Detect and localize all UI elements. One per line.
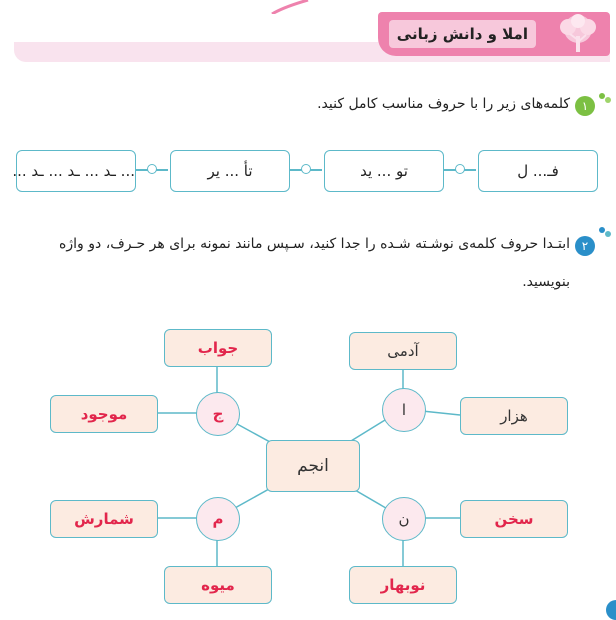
word-box-alef-example: هزار [460,397,568,435]
center-word: انجم [266,440,360,492]
word-box-mim-answer: میوه [164,566,272,604]
question-text: ابتـدا حروف کلمه‌ی نوشـته شـده را جدا کنید، سـپس مانند نمونه برای هر حـرف، دو واژه [59,236,570,252]
letter-circle-jim: ج [196,392,240,436]
word-box-jim-answer: موجود [50,395,158,433]
question-text-continued: بنویسید. [522,274,570,290]
word-box-jim-answer: جواب [164,329,272,367]
fill-blank-box: تو ... ید [324,150,444,192]
word-box-nun-answer: نوبهار [349,566,457,604]
letter-circle-nun: ن [382,497,426,541]
fill-blank-box: تأ ... یر [170,150,290,192]
section-title: املا و دانش زبانی [389,20,536,48]
word-box-nun-answer: سخن [460,500,568,538]
question-text: کلمه‌های زیر را با حروف مناسب کامل کنید. [317,96,570,112]
letter-circle-alef: ا [382,388,426,432]
fill-blank-box: ... ـد ... ـد ... ـد ... [16,150,136,192]
word-box-mim-answer: شمارش [50,500,158,538]
fill-blank-box: فـ... ل [478,150,598,192]
question-number: ۱ [575,96,595,116]
letter-circle-mim: م [196,497,240,541]
word-box-alef-example: آدمی [349,332,457,370]
question-number: ۲ [575,236,595,256]
